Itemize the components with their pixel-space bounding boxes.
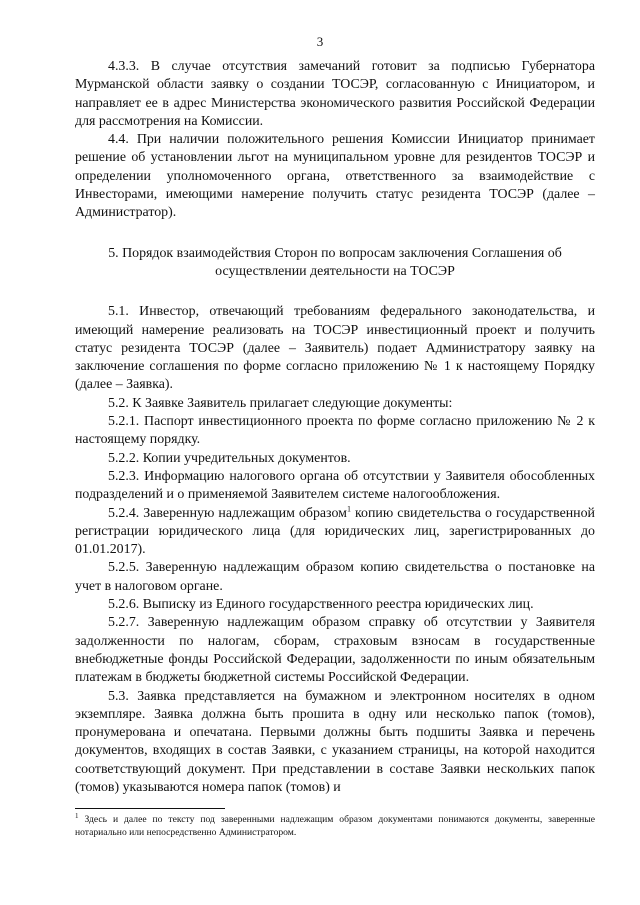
document-body <box>75 58 595 797</box>
paragraph-5-2-1: 5.2.1. Паспорт инвестиционного проекта по форме согласно приложению № 2 к настоящему порядку. <box>75 414 595 448</box>
paragraph-5-2-3: 5.2.3. Информацию налогового органа об отсутствии у Заявителя обособленных подразделений и о применяемой Заявителем системе налогообложения. <box>75 468 595 503</box>
section-heading: 5. Порядок взаимодействия Сторон по вопросам заключения Соглашения об осуществлении деятельности на ТОСЭР <box>108 245 562 279</box>
paragraph-5-2-6: 5.2.6. Выписку из Единого государственного реестра юридических лиц. <box>108 597 534 613</box>
footnote-text: Здесь и далее по тексту под заверенными надлежащим образом документами понимаются документы, заверенные нотариально или непосредственно Администратором. <box>75 814 595 838</box>
paragraph-5-1: 5.1. Инвестор, отвечающий требованиям федерального законодательства, и имеющий намерение реализовать на ТОСЭР инвестиционный проект и получить статус резидента ТОСЭР (далее – Заявитель) подает Администратору заявку на заключение соглашения по форме согласно приложению № 1 к настоящему Порядку (далее – Заявка). <box>75 304 595 393</box>
paragraph-5-2-2: 5.2.2. Копии учредительных документов. <box>108 450 351 466</box>
footnote <box>75 813 595 839</box>
page-number: 3 <box>316 34 324 49</box>
paragraph-4-3-3: 4.3.3. В случае отсутствия замечаний готовит за подписью Губернатора Мурманской области заявку о создании ТОСЭР, согласованную с Инициатором, и направляет ее в адрес Министерства экономического развития Российской Федерации для рассмотрения на Комиссии. <box>75 59 595 129</box>
footnote-divider <box>75 808 225 809</box>
paragraph-5-2-4 <box>75 505 595 560</box>
paragraph-5-3: 5.3. Заявка представляется на бумажном и электронном носителях в одном экземпляре. Заявка должна быть прошита в одну или несколько папок (томов), пронумерована и опечатана. Первыми должны быть подшиты Заявка и перечень документов, входящих в состав Заявки, с указанием страницы, на которой находится соответствующий документ. При представлении в составе Заявки нескольких папок (томов) указываются номера папок (томов) и <box>75 688 595 795</box>
paragraph-5-2: 5.2. К Заявке Заявитель прилагает следующие документы: <box>108 395 453 411</box>
paragraph-5-2-7: 5.2.7. Заверенную надлежащим образом справку об отсутствии у Заявителя задолженности по налогам, сборам, страховым взносам в государственные внебюджетные фонды Российской Федерации, задолженности по иным обязательным платежам в бюджеты бюджетной системы Российской Федерации. <box>75 615 595 686</box>
paragraph-5-2-4-start: 5.2.4. Заверенную надлежащим образом <box>108 505 347 521</box>
footnote-reference[interactable]: 1 <box>346 503 351 513</box>
footnote-mark: 1 <box>75 811 79 820</box>
paragraph-4-4: 4.4. При наличии положительного решения Комиссии Инициатор принимает решение об установлении льгот на муниципальном уровне для резидентов ТОСЭР и определении уполномоченного органа, ответственного за взаимодействие с Инвесторами, имеющими намерение получить статус резидента ТОСЭР (далее – Администратор). <box>75 132 595 221</box>
paragraph-5-2-4-end: копию свидетельства о государственной регистрации юридического лица (для юридических лиц, зарегистрированных до 01.01.2017). <box>75 505 595 558</box>
paragraph-5-2-5: 5.2.5. Заверенную надлежащим образом копию свидетельства о постановке на учет в налоговом органе. <box>75 560 595 594</box>
